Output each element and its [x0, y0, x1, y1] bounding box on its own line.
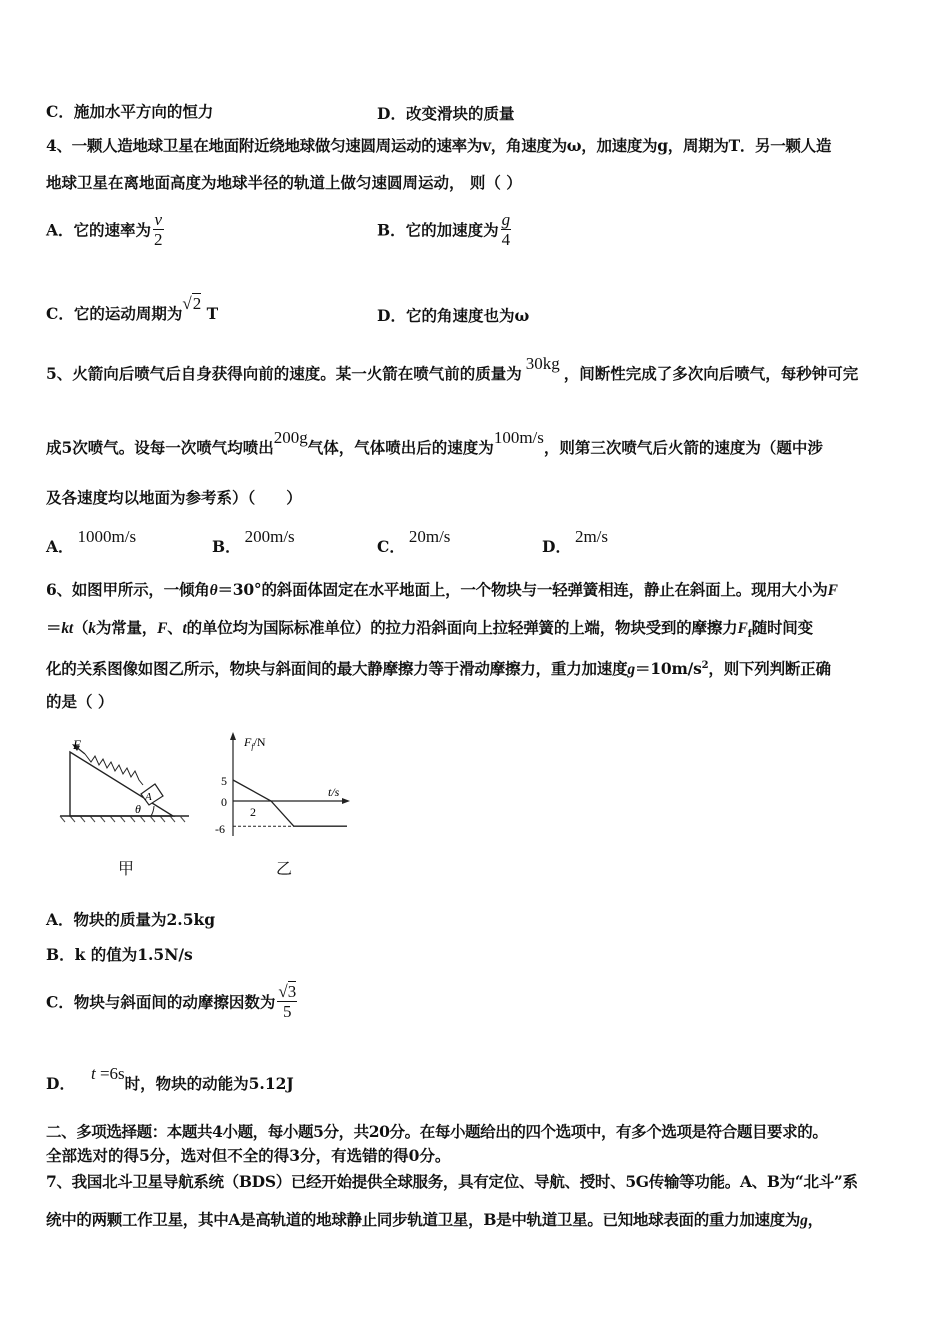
q6-t: t	[182, 620, 187, 637]
fraction-numerator: g	[501, 210, 511, 229]
q6-text-6: 、	[167, 618, 183, 637]
fraction-numerator: v	[154, 210, 163, 229]
q4-stem-line1: 4、一颗人造地球卫星在地面附近绕地球做匀速圆周运动的速率为v，角速度为ω，加速度为g，周期为T．另一颗人造	[46, 136, 832, 155]
q6-option-d-text: 时，物块的动能为5.12J	[124, 1074, 294, 1093]
q7-text-1: 统中的两颗工作卫星，其中A是高轨道的地球静止同步轨道卫星，B是中轨道卫星。已知地球表面的重力加速度为	[46, 1210, 801, 1229]
q5-text-3: 成5次喷气。设每一次喷气均喷出	[46, 438, 274, 457]
q6-option-b: B．k 的值为1.5N/s	[46, 945, 193, 964]
q5-option-b	[212, 527, 295, 557]
q4-option-b-fraction	[501, 210, 512, 249]
q5-option-a	[46, 527, 137, 557]
fraction-denominator: 2	[154, 230, 163, 249]
q6-text-1: 6、如图甲所示，一倾角	[46, 580, 210, 599]
q6-text-5: 为常量，	[95, 618, 158, 637]
fraction-numerator: √3	[278, 982, 297, 1001]
q5-option-label: A．	[46, 537, 74, 556]
q5-option-d	[542, 527, 609, 557]
q6-stem-line3	[46, 656, 831, 680]
q5-gas-mass: 200g	[273, 428, 308, 447]
sqrt-radicand: 3	[287, 982, 297, 1001]
q4-option-c-text: C．它的运动周期为	[46, 304, 183, 323]
q5-text-2: ，间断性完成了多次向后喷气，每秒钟可完	[563, 364, 859, 383]
q6-stem-line4: 的是（ ）	[46, 692, 114, 711]
q6-F2: F	[157, 620, 168, 637]
x-tick-2: 2	[250, 805, 256, 819]
ground-hatch	[60, 816, 185, 822]
q4-option-c	[46, 294, 219, 324]
q5-mass: 30kg	[525, 354, 560, 373]
q6-option-d-eq: =6s	[99, 1064, 125, 1083]
q6-option-d-label: D．	[46, 1074, 75, 1093]
q7-stem-line2	[46, 1210, 823, 1231]
q6-text-10: ＝10m/s	[634, 659, 702, 679]
y-axis-label-unit: /N	[253, 735, 266, 749]
q6-option-c	[46, 982, 299, 1021]
angle-arc	[151, 806, 154, 816]
q4-option-d: D．它的角速度也为ω	[377, 306, 530, 325]
q4-option-a	[46, 210, 166, 249]
q4-option-c-sqrt: √2	[182, 294, 202, 313]
q5-stem-line1	[46, 354, 859, 384]
q6-text-11: ，则下列判断正确	[708, 659, 831, 679]
q5-stem-line2	[46, 428, 823, 458]
q5-option-label: B．	[212, 537, 241, 556]
q6-option-c-text: C．物块与斜面间的动摩擦因数为	[46, 992, 276, 1012]
q5-text-1: 5、火箭向后喷气后自身获得向前的速度。某一火箭在喷气前的质量为	[46, 364, 522, 383]
q5-option-value: 20m/s	[408, 527, 451, 546]
q4-option-c-symbol: T	[206, 304, 219, 323]
q6-text-8: 随时间变	[751, 618, 813, 637]
q3-option-d: D．改变滑块的质量	[377, 104, 515, 123]
q6-text-3: ＝	[46, 618, 62, 637]
q5-stem-line3: 及各速度均以地面为参考系）（ ）	[46, 488, 302, 507]
q6-figure-left	[55, 732, 195, 832]
y-tick-neg6: -6	[215, 822, 225, 836]
q6-figure-right-chart	[210, 728, 360, 848]
label-theta: θ	[135, 802, 141, 816]
q6-g: g	[627, 661, 635, 679]
y-axis-label-sub: f	[251, 742, 254, 751]
q5-option-c	[377, 527, 451, 557]
spring	[85, 754, 143, 785]
q5-text-4: 气体，气体喷出后的速度为	[307, 438, 494, 457]
q5-option-value: 200m/s	[244, 527, 295, 546]
q6-caption-left: 甲	[118, 859, 135, 878]
q7-text-2: ，	[807, 1210, 823, 1229]
q6-text-9: 化的关系图像如图乙所示，物块与斜面间的最大静摩擦力等于滑动摩擦力，重力加速度	[46, 659, 628, 679]
q6-stem-line1	[46, 580, 838, 601]
y-axis-label-main: F	[244, 735, 252, 749]
q6-text-2: ＝30°的斜面体固定在水平地面上，一个物块与一轻弹簧相连，静止在斜面上。现用大小为	[217, 580, 828, 599]
q6-option-d-math	[91, 1064, 125, 1083]
x-axis-arrow	[342, 798, 350, 804]
q6-Ff-sub: f	[747, 629, 752, 641]
sqrt-radicand: 2	[192, 294, 202, 313]
q6-stem-line2	[46, 618, 813, 645]
y-tick-0: 0	[221, 795, 227, 809]
label-F: F	[73, 737, 81, 752]
q6-option-d	[46, 1064, 294, 1094]
fraction-denominator: 5	[277, 1001, 297, 1021]
q6-k: k	[88, 620, 96, 637]
y-tick-5: 5	[221, 774, 227, 788]
q6-theta: θ	[209, 582, 218, 599]
q5-option-label: D．	[542, 537, 571, 556]
q5-option-value: 1000m/s	[77, 527, 137, 546]
q4-option-a-text: A．它的速率为	[46, 220, 152, 240]
y-axis-label	[243, 735, 266, 751]
q5-text-5: ，则第三次喷气后火箭的速度为（题中涉	[543, 438, 823, 457]
q4-stem-line2: 地球卫星在离地面高度为地球半径的轨道上做匀速圆周运动， 则（ ）	[46, 173, 522, 192]
section2-heading-line1: 二、多项选择题：本题共4小题，每小题5分，共20分。在每小题给出的四个选项中，有多个选项是符合题目要求的。	[46, 1122, 828, 1141]
q7-g: g	[800, 1212, 808, 1229]
incline-triangle	[70, 752, 173, 816]
fraction-denominator: 4	[501, 230, 511, 249]
x-axis-label: t/s	[328, 785, 340, 799]
q6-option-a: A．物块的质量为2.5kg	[46, 910, 216, 929]
y-axis-arrow	[230, 732, 236, 740]
q6-force-symbol: F	[827, 582, 838, 599]
label-A: A	[145, 791, 152, 803]
q4-option-b	[377, 210, 513, 249]
q6-Ff: F	[737, 620, 748, 637]
q5-option-label: C．	[377, 537, 405, 556]
q4-option-a-fraction	[153, 210, 164, 249]
q6-sup: 2	[701, 660, 709, 671]
q5-option-value: 2m/s	[574, 527, 609, 546]
q3-option-c: C．施加水平方向的恒力	[46, 102, 214, 121]
section2-heading-line2: 全部选对的得5分，选对但不全的得3分，有选错的得0分。	[46, 1146, 451, 1165]
q6-option-d-t: t	[90, 1064, 96, 1083]
q5-gas-speed: 100m/s	[493, 428, 544, 447]
q7-stem-line1: 7、我国北斗卫星导航系统（BDS）已经开始提供全球服务，具有定位、导航、授时、5G传输等功能。A、B为“北斗”系	[46, 1172, 858, 1191]
q6-caption-right: 乙	[276, 859, 293, 878]
q6-text-7: 的单位均为国际标准单位）的拉力沿斜面向上拉轻弹簧的上端，物块受到的摩擦力	[186, 618, 738, 637]
q6-text-4: （	[72, 618, 89, 637]
q6-option-c-fraction	[277, 982, 297, 1021]
q4-option-b-text: B．它的加速度为	[377, 220, 499, 240]
q6-kt: kt	[61, 620, 73, 637]
